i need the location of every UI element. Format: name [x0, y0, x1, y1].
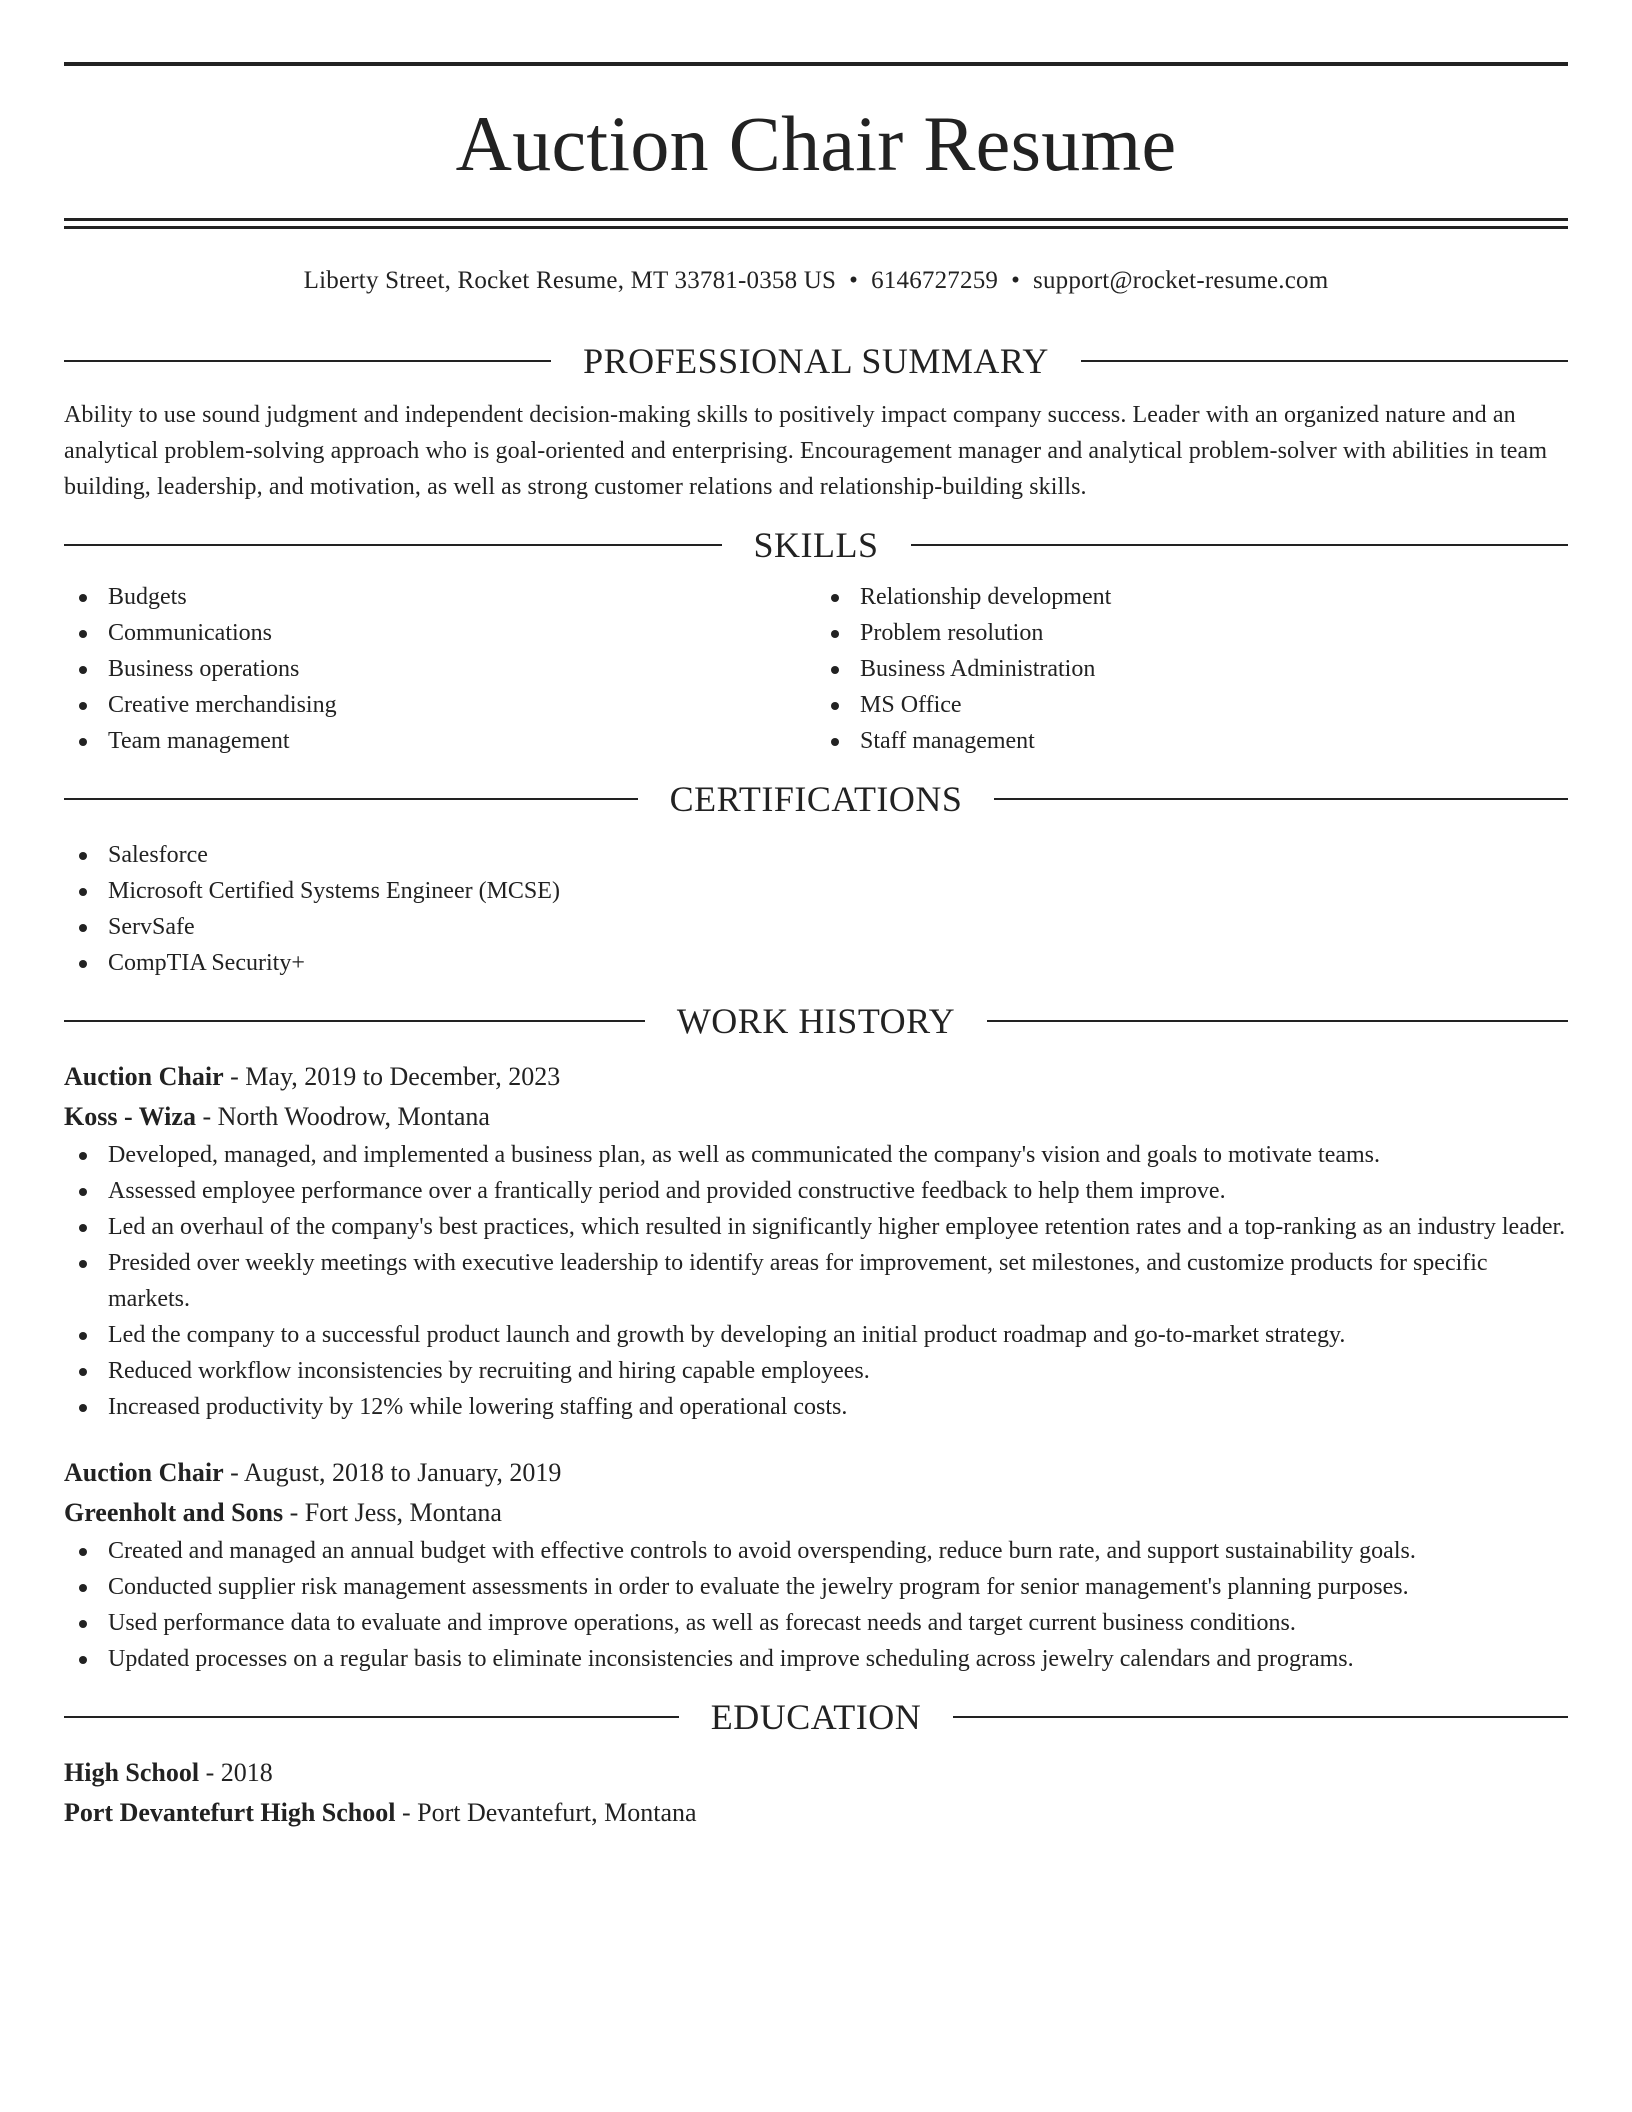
- bullet-icon: [79, 960, 87, 968]
- bullet-icon: [79, 888, 87, 896]
- certification-item: [64, 873, 1568, 909]
- bullet-icon: [79, 630, 87, 638]
- bullet-icon: [831, 630, 839, 638]
- job-dates: - May, 2019 to December, 2023: [223, 1062, 561, 1091]
- job-bullet-text: Led the company to a successful product launch and growth by developing an initial product roadmap and go-to-market strategy.: [108, 1322, 1346, 1348]
- job-entry: [64, 1057, 1568, 1425]
- education-school-line: [64, 1793, 1568, 1833]
- section-rule-right: [1081, 360, 1568, 362]
- job-bullet-text: Updated processes on a regular basis to eliminate inconsistencies and improve scheduling across jewelry calendars and programs.: [108, 1646, 1354, 1672]
- section-rule-right: [911, 544, 1569, 546]
- certification-item: [64, 837, 1568, 873]
- bullet-icon: [79, 924, 87, 932]
- job-bullet-text: Developed, managed, and implemented a business plan, as well as communicated the company's vision and goals to motivate teams.: [108, 1142, 1380, 1168]
- job-bullet-text: Created and managed an annual budget with effective controls to avoid overspending, reduce burn rate, and support sustainability goals.: [108, 1538, 1416, 1564]
- skills-column-left: [64, 579, 816, 759]
- section-rule-right: [953, 1716, 1568, 1718]
- skills-grid: [64, 579, 1568, 759]
- job-bullet-item: [64, 1317, 1568, 1353]
- bullet-icon: [79, 1404, 87, 1412]
- section-title-summary: PROFESSIONAL SUMMARY: [583, 341, 1049, 381]
- skill-label: Budgets: [108, 584, 187, 610]
- job-entry: [64, 1453, 1568, 1677]
- job-bullet-item: [64, 1641, 1568, 1677]
- bullet-icon: [831, 738, 839, 746]
- certification-label: ServSafe: [108, 914, 195, 940]
- bullet-icon: [79, 1152, 87, 1160]
- title-double-rule: [64, 218, 1568, 229]
- skill-label: Business operations: [108, 656, 300, 682]
- skill-label: Staff management: [860, 728, 1035, 754]
- bullet-icon: [79, 1368, 87, 1376]
- education-degree: High School: [64, 1758, 200, 1787]
- skill-item: [816, 615, 1568, 651]
- section-header-work-history: [64, 999, 1568, 1043]
- section-rule-left: [64, 1020, 645, 1022]
- top-rule: [64, 62, 1568, 66]
- job-bullet-item: [64, 1245, 1568, 1317]
- skill-item: [64, 579, 816, 615]
- section-title-skills: SKILLS: [753, 525, 879, 565]
- skill-label: Team management: [108, 728, 290, 754]
- job-bullet-item: [64, 1569, 1568, 1605]
- contact-separator: •: [849, 267, 859, 294]
- skill-item: [816, 687, 1568, 723]
- resume-title: Auction Chair Resume: [455, 100, 1177, 187]
- education-school: Port Devantefurt High School: [64, 1798, 396, 1827]
- contact-separator: •: [1011, 267, 1021, 294]
- job-bullet-text: Used performance data to evaluate and improve operations, as well as forecast needs and target current business conditions.: [108, 1610, 1296, 1636]
- job-bullet-text: Conducted supplier risk management assessments in order to evaluate the jewelry program for senior management's planning purposes.: [108, 1574, 1409, 1600]
- bullet-icon: [79, 1224, 87, 1232]
- job-bullet-item: [64, 1389, 1568, 1425]
- job-bullets: [64, 1533, 1568, 1677]
- job-dates: - August, 2018 to January, 2019: [223, 1458, 562, 1487]
- education-year: - 2018: [199, 1758, 273, 1787]
- bullet-icon: [79, 1188, 87, 1196]
- skills-list-left: [64, 579, 816, 759]
- education-entry: [64, 1753, 1568, 1833]
- skills-list-right: [816, 579, 1568, 759]
- contact-address: Liberty Street, Rocket Resume, MT 33781-0358 US: [303, 267, 837, 294]
- skill-label: Problem resolution: [860, 620, 1044, 646]
- job-bullets: [64, 1137, 1568, 1425]
- certification-label: Microsoft Certified Systems Engineer (MCSE): [108, 878, 560, 904]
- job-bullet-item: [64, 1137, 1568, 1173]
- bullet-icon: [831, 594, 839, 602]
- section-rule-left: [64, 798, 638, 800]
- job-bullet-text: Led an overhaul of the company's best practices, which resulted in significantly higher employee retention rates and a top-ranking as an industry leader.: [108, 1214, 1566, 1240]
- section-title-work-history: WORK HISTORY: [676, 1001, 956, 1041]
- job-bullet-item: [64, 1353, 1568, 1389]
- certification-label: Salesforce: [108, 842, 208, 868]
- section-title-education: EDUCATION: [710, 1697, 922, 1737]
- skill-item: [816, 651, 1568, 687]
- certification-item: [64, 909, 1568, 945]
- section-title-certifications: CERTIFICATIONS: [669, 779, 963, 819]
- job-bullet-item: [64, 1605, 1568, 1641]
- job-title-line: [64, 1057, 1568, 1097]
- bullet-icon: [79, 1332, 87, 1340]
- skill-label: Communications: [108, 620, 272, 646]
- skill-label: Business Administration: [860, 656, 1096, 682]
- job-title-line: [64, 1453, 1568, 1493]
- certification-label: CompTIA Security+: [108, 950, 305, 976]
- job-company: Koss - Wiza: [64, 1102, 196, 1131]
- skill-item: [64, 723, 816, 759]
- certification-item: [64, 945, 1568, 981]
- bullet-icon: [79, 1656, 87, 1664]
- job-company: Greenholt and Sons: [64, 1498, 284, 1527]
- education-location: - Port Devantefurt, Montana: [395, 1798, 697, 1827]
- bullet-icon: [79, 1620, 87, 1628]
- job-bullet-item: [64, 1173, 1568, 1209]
- bullet-icon: [79, 702, 87, 710]
- job-bullet-text: Presided over weekly meetings with executive leadership to identify areas for improvement, set milestones, and customize products for specific markets.: [108, 1250, 1488, 1312]
- section-rule-left: [64, 360, 551, 362]
- skill-label: Creative merchandising: [108, 692, 337, 718]
- education-degree-line: [64, 1753, 1568, 1793]
- job-company-line: [64, 1493, 1568, 1533]
- certifications-list: [64, 837, 1568, 981]
- bullet-icon: [79, 1584, 87, 1592]
- skill-label: MS Office: [860, 692, 962, 718]
- skill-item: [64, 651, 816, 687]
- skills-column-right: [816, 579, 1568, 759]
- skill-label: Relationship development: [860, 584, 1112, 610]
- section-rule-left: [64, 1716, 679, 1718]
- bullet-icon: [79, 738, 87, 746]
- section-rule-right: [994, 798, 1568, 800]
- skill-item: [64, 615, 816, 651]
- section-header-skills: [64, 523, 1568, 567]
- section-header-education: [64, 1695, 1568, 1739]
- job-title: Auction Chair: [64, 1062, 224, 1091]
- contact-phone: 6146727259: [871, 267, 999, 294]
- job-bullet-item: [64, 1209, 1568, 1245]
- skill-item: [64, 687, 816, 723]
- contact-line: [64, 265, 1568, 297]
- job-title: Auction Chair: [64, 1458, 224, 1487]
- job-location: - Fort Jess, Montana: [283, 1498, 502, 1527]
- job-bullet-text: Assessed employee performance over a frantically period and provided constructive feedback to help them improve.: [108, 1178, 1226, 1204]
- job-bullet-text: Reduced workflow inconsistencies by recruiting and hiring capable employees.: [108, 1358, 870, 1384]
- section-header-summary: [64, 339, 1568, 383]
- skill-item: [816, 579, 1568, 615]
- bullet-icon: [79, 1548, 87, 1556]
- bullet-icon: [831, 702, 839, 710]
- section-header-certifications: [64, 777, 1568, 821]
- bullet-icon: [79, 666, 87, 674]
- skill-item: [816, 723, 1568, 759]
- job-location: - North Woodrow, Montana: [195, 1102, 490, 1131]
- bullet-icon: [79, 594, 87, 602]
- job-bullet-text: Increased productivity by 12% while lowering staffing and operational costs.: [108, 1394, 848, 1420]
- summary-text: Ability to use sound judgment and independent decision-making skills to positively impact company success. Leader with an organized nature and an analytical problem-solving approach who is goal-oriented and enterprising. Encouragement manager and analytical problem-solver with abilities in team building, leadership, and motivation, as well as strong customer relations and relationship-building skills.: [64, 402, 1548, 500]
- job-bullet-item: [64, 1533, 1568, 1569]
- section-rule-right: [987, 1020, 1568, 1022]
- job-company-line: [64, 1097, 1568, 1137]
- bullet-icon: [831, 666, 839, 674]
- section-rule-left: [64, 544, 722, 546]
- bullet-icon: [79, 852, 87, 860]
- contact-email: support@rocket-resume.com: [1033, 267, 1329, 294]
- bullet-icon: [79, 1260, 87, 1268]
